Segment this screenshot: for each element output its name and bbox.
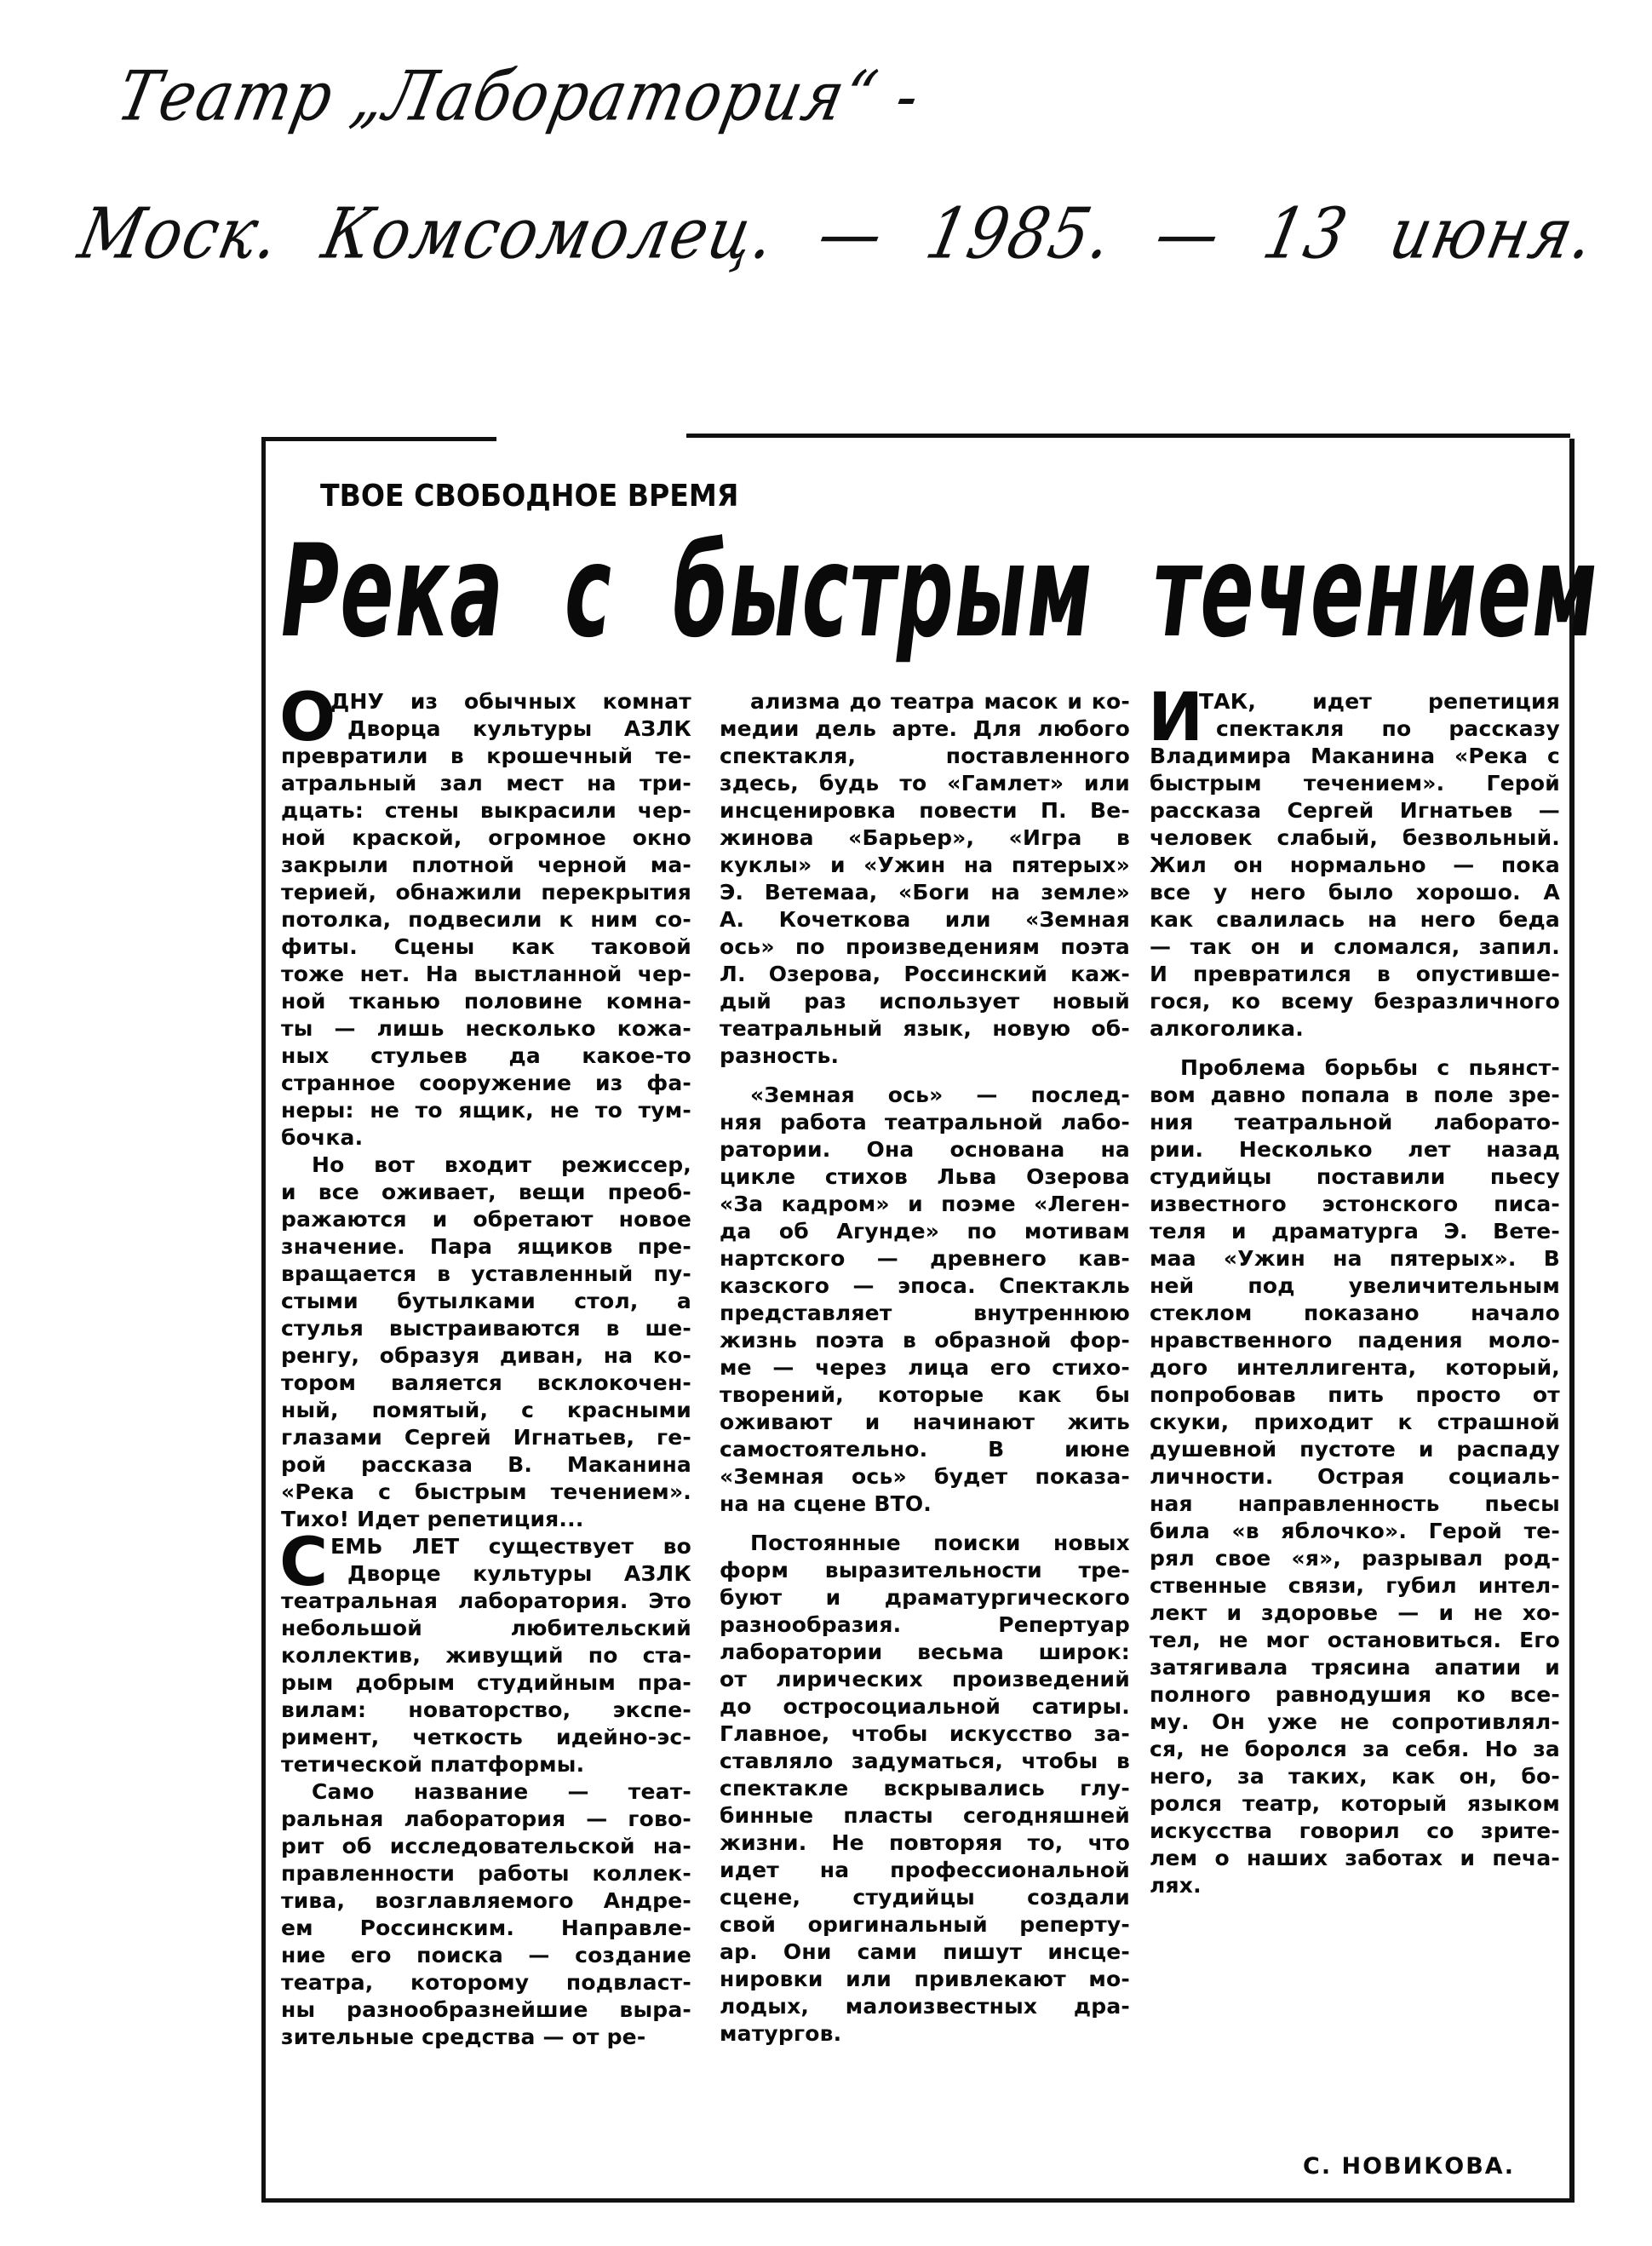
article-line: нировки или привлекают мо- xyxy=(720,1967,1130,1991)
article-line: жинова «Барьер», «Игра в xyxy=(720,825,1130,850)
article-line: свой оригинальный реперту- xyxy=(720,1912,1130,1937)
article-column-3 xyxy=(1148,680,1560,1899)
article-line: жизнь поэта в образной фор- xyxy=(720,1328,1130,1353)
article-line: ем Россинским. Направле- xyxy=(281,1916,691,1940)
article-line: ны разнообразнейшие выра- xyxy=(281,1997,691,2022)
article-column-2 xyxy=(720,688,1130,2048)
article-line: била «в яблочко». Герой те- xyxy=(1150,1519,1560,1543)
article-line: душевной пустоте и распаду xyxy=(1150,1437,1560,1462)
article-line: ражаются и обретают новое xyxy=(281,1207,691,1232)
article-line: Само название — теат- xyxy=(312,1779,691,1804)
article-line: спектакле вскрывались глу- xyxy=(720,1776,1130,1801)
handwritten-annotation-title: Театр „Лаборатория“ - xyxy=(110,55,928,137)
article-line: ось» по произведениям поэта xyxy=(720,934,1130,959)
article-line: Жил он нормально — пока xyxy=(1150,853,1560,877)
article-line: и все оживает, вещи преоб- xyxy=(281,1180,691,1204)
article-line: Проблема борьбы с пьянст- xyxy=(1180,1055,1560,1080)
article-line: дцать: стены выкрасили чер- xyxy=(281,798,691,823)
article-line: него, за таких, как он, бо- xyxy=(1150,1764,1560,1789)
article-line: лях. xyxy=(1150,1873,1202,1898)
article-line: му. Он уже не сопротивлял- xyxy=(1150,1709,1560,1734)
article-line: идет на профессиональной xyxy=(720,1858,1130,1882)
article-line: лем о наших заботах и печа- xyxy=(1150,1846,1560,1870)
article-line: ная направленность пьесы xyxy=(1150,1491,1560,1516)
article-paragraph xyxy=(720,1082,1130,1518)
article-line: глазами Сергей Игнатьев, ге- xyxy=(281,1425,691,1450)
article-line: лодых, малоизвестных дра- xyxy=(720,1994,1130,2019)
article-line: ты — лишь несколько кожа- xyxy=(281,1016,691,1041)
article-line: — так он и сломался, запил. xyxy=(1150,934,1560,959)
article-line: студийцы поставили пьесу xyxy=(1150,1164,1560,1189)
article-line: медии дель арте. Для любого xyxy=(720,716,1130,741)
article-line: сцене, студийцы создали xyxy=(720,1885,1130,1910)
article-line: спектакля, поставленного xyxy=(720,744,1130,768)
article-line: спектакля по рассказу xyxy=(1216,716,1560,741)
article-line: гося, ко всему безразличного xyxy=(1150,989,1560,1014)
article-line: буют и драматургического xyxy=(720,1585,1130,1610)
paragraph-gap xyxy=(720,1518,1130,1530)
article-line: стеклом показано начало xyxy=(1150,1301,1560,1325)
article-paragraph xyxy=(281,1778,691,2051)
article-line: творений, которые как бы xyxy=(720,1382,1130,1407)
article-line: фиты. Сцены как таковой xyxy=(281,934,691,959)
article-line: Но вот входит режиссер, xyxy=(312,1152,691,1177)
article-line: ЕМЬ ЛЕТ существует во xyxy=(330,1534,691,1559)
article-line: от лирических произведений xyxy=(720,1667,1130,1692)
article-line: коллектив, живущий по ста- xyxy=(281,1643,691,1668)
article-line: Тихо! Идет репетиция... xyxy=(281,1507,584,1531)
article-line: все у него было хорошо. А xyxy=(1150,880,1560,905)
author-signature: С. НОВИКОВА. xyxy=(1303,2153,1515,2180)
article-line: ТАК, идет репетиция xyxy=(1199,689,1560,714)
article-line: лект и здоровье — и не хо- xyxy=(1150,1600,1560,1625)
article-line: дый раз использует новый xyxy=(720,989,1130,1014)
article-paragraph xyxy=(720,688,1130,1070)
article-line: самостоятельно. В июне xyxy=(720,1437,1130,1462)
article-line: Постоянные поиски новых xyxy=(750,1531,1130,1555)
article-line: «Земная ось» будет показа- xyxy=(720,1464,1130,1489)
article-line: до остросоциальной сатиры. xyxy=(720,1694,1130,1719)
article-line: вилам: новаторство, экспе- xyxy=(281,1697,691,1722)
article-line: искусства говорил со зрите- xyxy=(1150,1818,1560,1843)
article-line: ратории. Она основана на xyxy=(720,1137,1130,1162)
article-line: разность. xyxy=(720,1043,840,1068)
paragraph-gap xyxy=(1150,1043,1560,1054)
article-paragraph xyxy=(1150,1054,1560,1899)
article-line: представляет внутреннюю xyxy=(720,1301,1130,1325)
article-line: ар. Они сами пишут инсце- xyxy=(720,1939,1130,1964)
article-line: терией, обнажили перекрытия xyxy=(281,880,691,905)
article-line: личности. Острая социаль- xyxy=(1150,1464,1560,1489)
article-line: няя работа театральной лабо- xyxy=(720,1110,1130,1134)
article-line: закрыли плотной черной ма- xyxy=(281,853,691,877)
article-line: неры: не то ящик, не то тум- xyxy=(281,1098,691,1123)
article-line: инсценировка повести П. Ве- xyxy=(720,798,1130,823)
article-line: И превратился в опустивше- xyxy=(1150,962,1560,986)
article-line: тором валяется всклокочен- xyxy=(281,1370,691,1395)
article-line: значение. Пара ящиков пре- xyxy=(281,1234,691,1259)
article-paragraph xyxy=(279,680,691,1152)
clipping-frame-top-left-rule xyxy=(261,437,496,441)
article-line: рым добрым студийным пра- xyxy=(281,1670,691,1695)
article-line: жизни. Не повторяя то, что xyxy=(720,1830,1130,1855)
article-line: матургов. xyxy=(720,2021,842,2046)
article-line: «Земная ось» — послед- xyxy=(750,1083,1130,1107)
article-paragraph xyxy=(281,1152,691,1533)
article-line: атральный зал мест на три- xyxy=(281,771,691,796)
article-line: алкоголика. xyxy=(1150,1016,1304,1041)
article-line: полного равнодушия ко все- xyxy=(1150,1682,1560,1707)
article-line: бинные пласты сегодняшней xyxy=(720,1803,1130,1828)
article-line: ся, не боролся за себя. Но за xyxy=(1150,1737,1560,1761)
article-line: театра, которому подвласт- xyxy=(281,1970,691,1995)
rubric-label: ТВОЕ СВОБОДНОЕ ВРЕМЯ xyxy=(320,479,739,514)
article-line: Дворца культуры АЗЛК xyxy=(347,716,691,741)
article-column-1 xyxy=(279,680,691,2051)
article-line: римент, четкость идейно-эс- xyxy=(281,1725,691,1749)
article-line: скуки, приходит к страшной xyxy=(1150,1410,1560,1434)
article-line: человек слабый, безвольный. xyxy=(1150,825,1560,850)
article-line: рял свое «я», разрывал род- xyxy=(1150,1546,1560,1571)
article-line: ной краской, огромное окно xyxy=(281,825,691,850)
article-line: рии. Несколько лет назад xyxy=(1150,1137,1560,1162)
article-line: здесь, будь то «Гамлет» или xyxy=(720,771,1130,796)
article-line: А. Кочеткова или «Земная xyxy=(720,907,1130,932)
article-line: странное сооружение из фа- xyxy=(281,1071,691,1095)
article-line: тетической платформы. xyxy=(281,1752,585,1777)
article-line: рассказа Сергей Игнатьев — xyxy=(1150,798,1560,823)
drop-cap: И xyxy=(1148,680,1204,756)
article-line: ние его поиска — создание xyxy=(281,1943,691,1967)
paragraph-gap xyxy=(720,1070,1130,1082)
article-line: «Река с быстрым течением». xyxy=(281,1479,691,1504)
article-line: попробовав пить просто от xyxy=(1150,1382,1560,1407)
article-line: быстрым течением». Герой xyxy=(1150,771,1560,796)
article-line: на на сцене ВТО. xyxy=(720,1491,932,1516)
article-line: нартского — древнего кав- xyxy=(720,1246,1130,1271)
article-line: маа «Ужин на пятерых». В xyxy=(1150,1246,1560,1271)
article-line: ставляло задуматься, чтобы в xyxy=(720,1749,1130,1773)
article-line: Э. Ветемаа, «Боги на земле» xyxy=(720,880,1130,905)
clipping-frame-top-right-rule xyxy=(686,434,1570,438)
article-line: ственные связи, губил интел- xyxy=(1150,1573,1560,1598)
article-line: тоже нет. На выстланной чер- xyxy=(281,962,691,986)
article-line: форм выразительности тре- xyxy=(720,1558,1130,1583)
article-line: цикле стихов Льва Озерова xyxy=(720,1164,1130,1189)
article-line: ния театральной лаборато- xyxy=(1150,1110,1560,1134)
article-line: вращается в уставленный пу- xyxy=(281,1261,691,1286)
article-line: рой рассказа В. Маканина xyxy=(281,1452,691,1477)
article-line: правленности работы коллек- xyxy=(281,1861,691,1886)
handwritten-annotation-source: Моск. Комсомолец. — 1985. — 13 июня. xyxy=(72,192,1603,275)
article-line: дого интеллигента, который, xyxy=(1150,1355,1560,1380)
drop-cap: О xyxy=(279,680,336,756)
article-line: ренгу, образуя диван, на ко- xyxy=(281,1343,691,1368)
article-line: теля и драматурга Э. Вете- xyxy=(1150,1219,1560,1244)
article-line: ализма до театра масок и ко- xyxy=(750,689,1130,714)
article-line: как свалилась на него беда xyxy=(1150,907,1560,932)
article-line: театральная лаборатория. Это xyxy=(281,1588,691,1613)
article-line: «За кадром» и поэме «Леген- xyxy=(720,1192,1130,1216)
article-paragraph xyxy=(279,1525,691,1778)
article-line: казского — эпоса. Спектакль xyxy=(720,1273,1130,1298)
article-line: театральный язык, новую об- xyxy=(720,1016,1130,1041)
article-line: ме — через лица его стихо- xyxy=(720,1355,1130,1380)
article-line: куклы» и «Ужин на пятерых» xyxy=(720,853,1130,877)
article-line: ДНУ из обычных комнат xyxy=(330,689,691,714)
article-line: стыми бутылками стол, а xyxy=(281,1289,691,1313)
article-line: затягивала трясина апатии и xyxy=(1150,1655,1560,1680)
drop-cap: С xyxy=(279,1525,329,1601)
article-line: да об Агунде» по мотивам xyxy=(720,1219,1130,1244)
article-line: ней под увеличительным xyxy=(1150,1273,1560,1298)
article-line: тел, не мог остановиться. Его xyxy=(1150,1628,1560,1652)
article-paragraph xyxy=(720,1530,1130,2048)
article-line: Владимира Маканина «Река с xyxy=(1150,744,1560,768)
article-line: вом давно попала в поле зре- xyxy=(1150,1083,1560,1107)
article-line: тива, возглавляемого Андре- xyxy=(281,1888,691,1913)
article-line: ральная лаборатория — гово- xyxy=(281,1807,691,1831)
article-line: ный, помятый, с красными xyxy=(281,1398,691,1422)
article-line: Дворце культуры АЗЛК xyxy=(347,1561,691,1586)
article-line: ных стульев да какое-то xyxy=(281,1043,691,1068)
article-line: известного эстонского писа- xyxy=(1150,1192,1560,1216)
article-line: нравственного падения моло- xyxy=(1150,1328,1560,1353)
article-line: потолка, подвесили к ним со- xyxy=(281,907,691,932)
article-line: рит об исследовательской на- xyxy=(281,1834,691,1858)
article-line: разнообразия. Репертуар xyxy=(720,1612,1130,1637)
article-line: ной тканью половине комна- xyxy=(281,989,691,1014)
article-line: бочка. xyxy=(281,1125,364,1150)
article-line: Л. Озерова, Россинский каж- xyxy=(720,962,1130,986)
article-line: небольшой любительский xyxy=(281,1616,691,1640)
article-line: оживают и начинают жить xyxy=(720,1410,1130,1434)
article-line: стулья выстраиваются в ше- xyxy=(281,1316,691,1341)
article-line: превратили в крошечный те- xyxy=(281,744,691,768)
article-line: Главное, чтобы искусство за- xyxy=(720,1721,1130,1746)
article-line: зительные средства — от ре- xyxy=(281,2025,646,2049)
article-line: ролся театр, который языком xyxy=(1150,1791,1560,1816)
article-paragraph xyxy=(1148,680,1560,1043)
article-line: лаборатории весьма широк: xyxy=(720,1640,1130,1664)
article-headline: Река с быстрым течением xyxy=(281,518,1598,666)
